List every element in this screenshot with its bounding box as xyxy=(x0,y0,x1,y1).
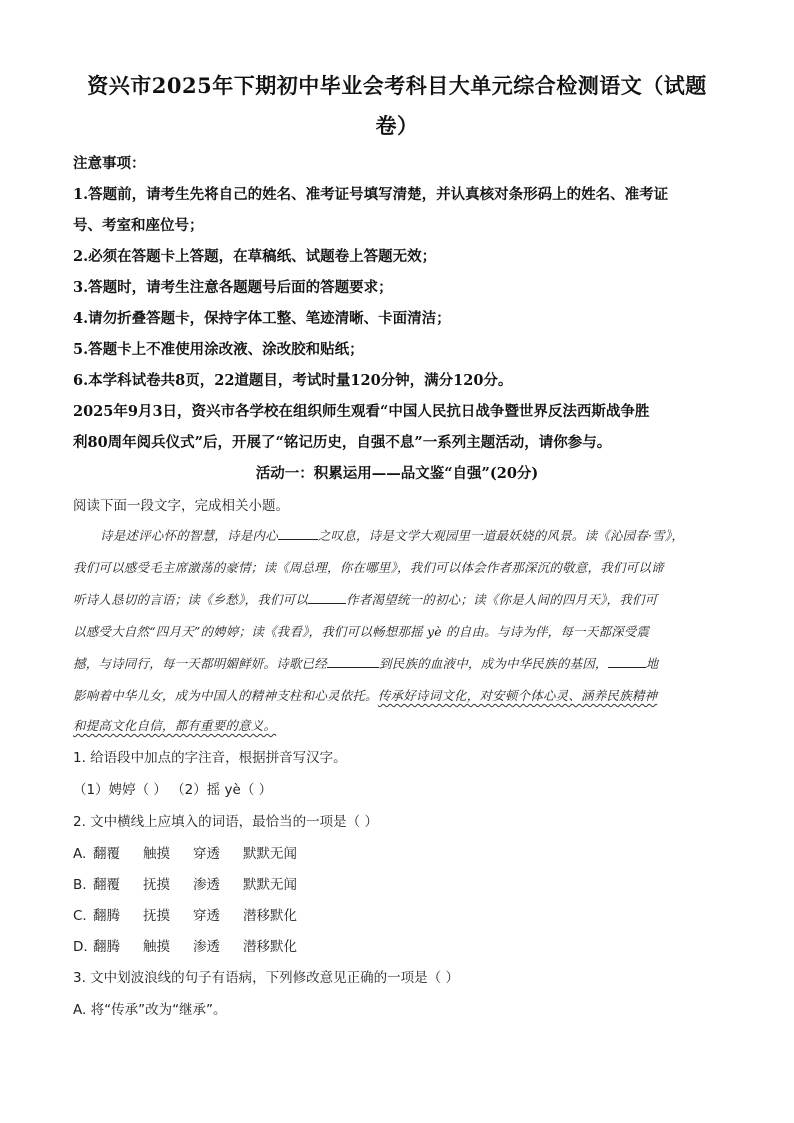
passage-text: 到民族的血液中，成为中华民族的基因， xyxy=(379,656,608,671)
notice-item-5: 5.答题卡上不准使用涂改液、涂改胶和贴纸； xyxy=(73,341,364,358)
option-word: 翻覆 xyxy=(93,877,120,893)
option-c[interactable] xyxy=(73,904,323,924)
passage-text: 诗是述评心怀的智慧，诗是内心 xyxy=(100,528,278,543)
notice-item-4: 4.请勿折叠答题卡，保持字体工整、笔迹清晰、卡面清洁； xyxy=(73,310,451,327)
question-1: 1. 给语段中加点的字注音，根据拼音写汉字。 xyxy=(73,750,347,766)
passage-line-4: 以感受大自然“四月天”的娉婷；读《我看》，我们可以畅想那摇 yè 的自由。与诗为伴，每一天都深受震 xyxy=(73,624,650,639)
option-word: 默默无闻 xyxy=(243,877,297,893)
passage-line-5 xyxy=(73,654,658,672)
fill-blank[interactable] xyxy=(278,527,318,540)
option-word: 渗透 xyxy=(193,939,220,955)
notice-heading: 注意事项： xyxy=(73,155,146,172)
passage-text: 撼，与诗同行，每一天都明媚鲜妍。诗歌已经 xyxy=(73,656,328,671)
passage-text: 影响着中华儿女，成为中国人的精神支柱和心灵依托。 xyxy=(73,688,378,703)
fill-blank[interactable] xyxy=(327,655,379,668)
question-2: 2. 文中横线上应填入的词语，最恰当的一项是（ ） xyxy=(73,814,378,830)
passage-line-7 xyxy=(73,716,276,734)
option-word: 触摸 xyxy=(143,846,170,862)
exam-title-line2: 卷） xyxy=(375,113,419,138)
passage-text: 之叹息，诗是文学大观园里一道最妖娆的风景。读《沁园春·雪》， xyxy=(317,528,685,543)
passage-line-3 xyxy=(73,590,657,608)
option-word: 穿透 xyxy=(193,846,220,862)
option-word: 穿透 xyxy=(193,908,220,924)
reading-instruction: 阅读下面一段文字，完成相关小题。 xyxy=(73,498,289,514)
option-letter: C. xyxy=(73,908,87,924)
question-1-sub: （1）娉婷（ ） （2）摇 yè（ ） xyxy=(73,782,273,798)
passage-text: 听诗人恳切的言语；读《乡愁》，我们可以 xyxy=(73,592,309,607)
fill-blank[interactable] xyxy=(608,655,646,668)
question-3: 3. 文中划波浪线的句子有语病，下列修改意见正确的一项是（ ） xyxy=(73,970,459,986)
intro-line-1: 2025年9月3日，资兴市各学校在组织师生观看“中国人民抗日战争暨世界反法西斯战争胜 xyxy=(73,403,650,420)
option-letter: A. xyxy=(73,846,87,862)
option-word: 默默无闻 xyxy=(243,846,297,862)
option-d[interactable] xyxy=(73,935,323,955)
passage-text: 地 xyxy=(645,656,659,671)
option-word: 触摸 xyxy=(143,939,170,955)
option-word: 翻覆 xyxy=(93,846,120,862)
option-letter: B. xyxy=(73,877,87,893)
option-word: 抚摸 xyxy=(143,877,170,893)
question-3-option-a[interactable]: A. 将“传承”改为“继承”。 xyxy=(73,1002,227,1018)
activity-heading: 活动一：积累运用——品文鉴“自强”(20分) xyxy=(255,465,539,482)
wavy-sentence: 传承好诗词文化，对安顿个体心灵、涵养民族精神 xyxy=(377,688,658,703)
passage-line-1 xyxy=(100,526,684,544)
notice-item-6: 6.本学科试卷共8页，22道题目，考试时量120分钟，满分120分。 xyxy=(73,372,513,389)
exam-title-line1: 资兴市2025年下期初中毕业会考科目大单元综合检测语文（试题 xyxy=(87,73,707,98)
passage-text: 作者渴望统一的初心；读《你是人间的四月天》，我们可 xyxy=(346,592,658,607)
wavy-sentence: 和提高文化自信，都有重要的意义。 xyxy=(73,718,277,733)
option-word: 潜移默化 xyxy=(243,939,297,955)
option-word: 翻腾 xyxy=(93,908,120,924)
notice-item-1: 1.答题前，请考生先将自己的姓名、准考证号填写清楚，并认真核对条形码上的姓名、准考证 xyxy=(73,186,669,203)
option-letter: D. xyxy=(73,939,88,955)
option-word: 渗透 xyxy=(193,877,220,893)
option-b[interactable] xyxy=(73,873,323,893)
passage-line-2: 我们可以感受毛主席激荡的豪情；读《周总理，你在哪里》，我们可以体会作者那深沉的敬意，我们可以谛 xyxy=(73,560,664,575)
notice-item-3: 3.答题时，请考生注意各题题号后面的答题要求； xyxy=(73,279,393,296)
passage-line-6 xyxy=(73,686,657,704)
notice-item-1-cont: 号、考室和座位号； xyxy=(73,217,204,234)
notice-item-2: 2.必须在答题卡上答题，在草稿纸、试题卷上答题无效； xyxy=(73,248,437,265)
option-word: 翻腾 xyxy=(93,939,120,955)
option-word: 抚摸 xyxy=(143,908,170,924)
intro-line-2: 利80周年阅兵仪式”后，开展了“铭记历史，自强不息”一系列主题活动，请你参与。 xyxy=(73,434,612,451)
option-word: 潜移默化 xyxy=(243,908,297,924)
option-a[interactable] xyxy=(73,842,323,862)
fill-blank[interactable] xyxy=(308,591,346,604)
